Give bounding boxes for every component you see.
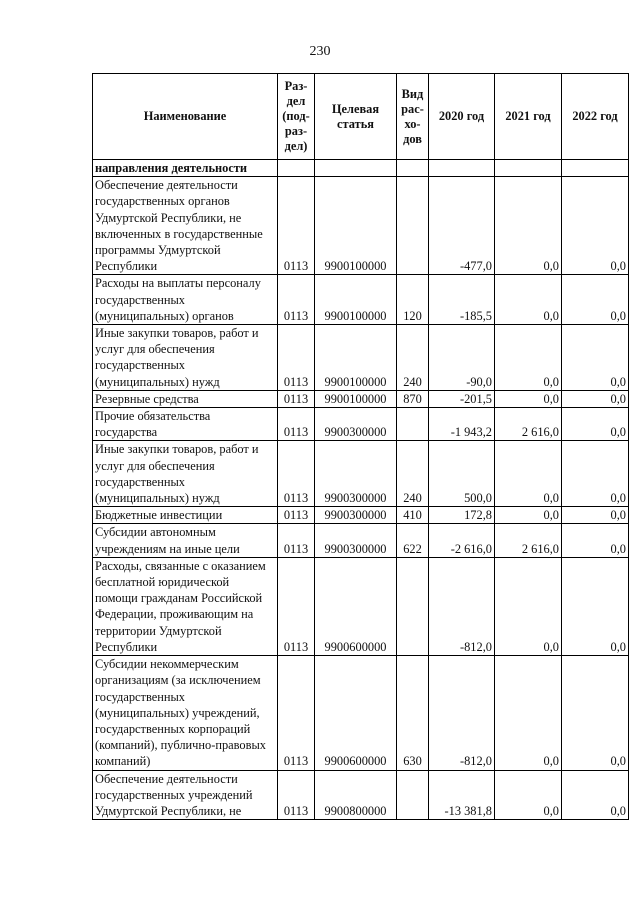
row-2020: -812,0 — [429, 557, 495, 655]
section-row — [93, 160, 629, 177]
row-2020: 500,0 — [429, 441, 495, 507]
row-2021: 2 616,0 — [495, 524, 562, 557]
table-row — [93, 524, 629, 557]
row-2020: -477,0 — [429, 177, 495, 275]
row-name: Обеспечение деятельности государственных учреждений Удмуртской Республики, не — [93, 770, 278, 820]
row-name: Прочие обязательства государства — [93, 408, 278, 441]
row-article: 9900300000 — [315, 441, 397, 507]
row-2021: 0,0 — [495, 325, 562, 391]
row-kind: 622 — [397, 524, 429, 557]
section-title: направления деятельности — [93, 160, 278, 177]
table-row — [93, 557, 629, 655]
row-2020: -13 381,8 — [429, 770, 495, 820]
row-section: 0113 — [278, 507, 315, 524]
header-kind: Вид рас- хо- дов — [397, 74, 429, 160]
row-kind — [397, 408, 429, 441]
row-article: 9900100000 — [315, 275, 397, 325]
header-section: Раз- дел (под- раз- дел) — [278, 74, 315, 160]
row-2021: 0,0 — [495, 656, 562, 770]
row-article: 9900100000 — [315, 325, 397, 391]
row-kind: 410 — [397, 507, 429, 524]
row-section: 0113 — [278, 770, 315, 820]
row-2022: 0,0 — [562, 524, 629, 557]
table-header-row — [93, 74, 629, 160]
page-number: 230 — [309, 44, 331, 59]
row-section: 0113 — [278, 275, 315, 325]
header-2020: 2020 год — [429, 74, 495, 160]
header-name: Наименование — [93, 74, 278, 160]
row-section: 0113 — [278, 390, 315, 407]
row-2020: -185,5 — [429, 275, 495, 325]
row-section: 0113 — [278, 524, 315, 557]
row-2020: -2 616,0 — [429, 524, 495, 557]
row-section: 0113 — [278, 408, 315, 441]
row-name: Расходы, связанные с оказанием бесплатной юридической помощи гражданам Российской Федерации, проживающим на территории Удмуртской Республики — [93, 557, 278, 655]
row-2022: 0,0 — [562, 177, 629, 275]
row-2021: 0,0 — [495, 557, 562, 655]
row-name: Резервные средства — [93, 390, 278, 407]
row-2020: -201,5 — [429, 390, 495, 407]
row-kind: 240 — [397, 441, 429, 507]
row-kind: 120 — [397, 275, 429, 325]
row-2020: -90,0 — [429, 325, 495, 391]
row-article: 9900300000 — [315, 408, 397, 441]
header-2021: 2021 год — [495, 74, 562, 160]
row-kind: 630 — [397, 656, 429, 770]
table-row — [93, 507, 629, 524]
row-2022: 0,0 — [562, 656, 629, 770]
table-row — [93, 325, 629, 391]
table-row — [93, 408, 629, 441]
row-kind — [397, 177, 429, 275]
table-row — [93, 177, 629, 275]
header-2022: 2022 год — [562, 74, 629, 160]
table-row — [93, 770, 629, 820]
row-name: Субсидии автономным учреждениям на иные цели — [93, 524, 278, 557]
row-article: 9900100000 — [315, 390, 397, 407]
row-article: 9900600000 — [315, 656, 397, 770]
row-2021: 0,0 — [495, 770, 562, 820]
table-row — [93, 275, 629, 325]
row-article: 9900100000 — [315, 177, 397, 275]
row-2021: 0,0 — [495, 177, 562, 275]
row-2022: 0,0 — [562, 408, 629, 441]
row-2022: 0,0 — [562, 441, 629, 507]
row-kind: 870 — [397, 390, 429, 407]
table-row — [93, 390, 629, 407]
row-2021: 2 616,0 — [495, 408, 562, 441]
row-2021: 0,0 — [495, 507, 562, 524]
row-article: 9900800000 — [315, 770, 397, 820]
row-2022: 0,0 — [562, 325, 629, 391]
row-2021: 0,0 — [495, 275, 562, 325]
row-2022: 0,0 — [562, 390, 629, 407]
row-name: Иные закупки товаров, работ и услуг для обеспечения государственных (муниципальных) нужд — [93, 325, 278, 391]
row-section: 0113 — [278, 177, 315, 275]
row-2020: -812,0 — [429, 656, 495, 770]
row-name: Бюджетные инвестиции — [93, 507, 278, 524]
row-kind — [397, 557, 429, 655]
row-article: 9900600000 — [315, 557, 397, 655]
row-2021: 0,0 — [495, 390, 562, 407]
row-2022: 0,0 — [562, 770, 629, 820]
row-2022: 0,0 — [562, 557, 629, 655]
row-2021: 0,0 — [495, 441, 562, 507]
row-2020: -1 943,2 — [429, 408, 495, 441]
row-article: 9900300000 — [315, 507, 397, 524]
table-row — [93, 441, 629, 507]
row-kind: 240 — [397, 325, 429, 391]
row-section: 0113 — [278, 441, 315, 507]
row-article: 9900300000 — [315, 524, 397, 557]
table-row — [93, 656, 629, 770]
row-section: 0113 — [278, 325, 315, 391]
row-name: Субсидии некоммерческим организациям (за исключением государственных (муниципальных) учреждений, государственных корпораций (компаний), публично-правовых компаний) — [93, 656, 278, 770]
row-section: 0113 — [278, 557, 315, 655]
row-2022: 0,0 — [562, 507, 629, 524]
budget-table — [92, 73, 629, 820]
header-article: Целевая статья — [315, 74, 397, 160]
row-name: Иные закупки товаров, работ и услуг для обеспечения государственных (муниципальных) нужд — [93, 441, 278, 507]
row-name: Обеспечение деятельности государственных органов Удмуртской Республики, не включенных в государственные программы Удмуртской Республики — [93, 177, 278, 275]
row-2022: 0,0 — [562, 275, 629, 325]
row-name: Расходы на выплаты персоналу государственных (муниципальных) органов — [93, 275, 278, 325]
row-2020: 172,8 — [429, 507, 495, 524]
row-section: 0113 — [278, 656, 315, 770]
row-kind — [397, 770, 429, 820]
